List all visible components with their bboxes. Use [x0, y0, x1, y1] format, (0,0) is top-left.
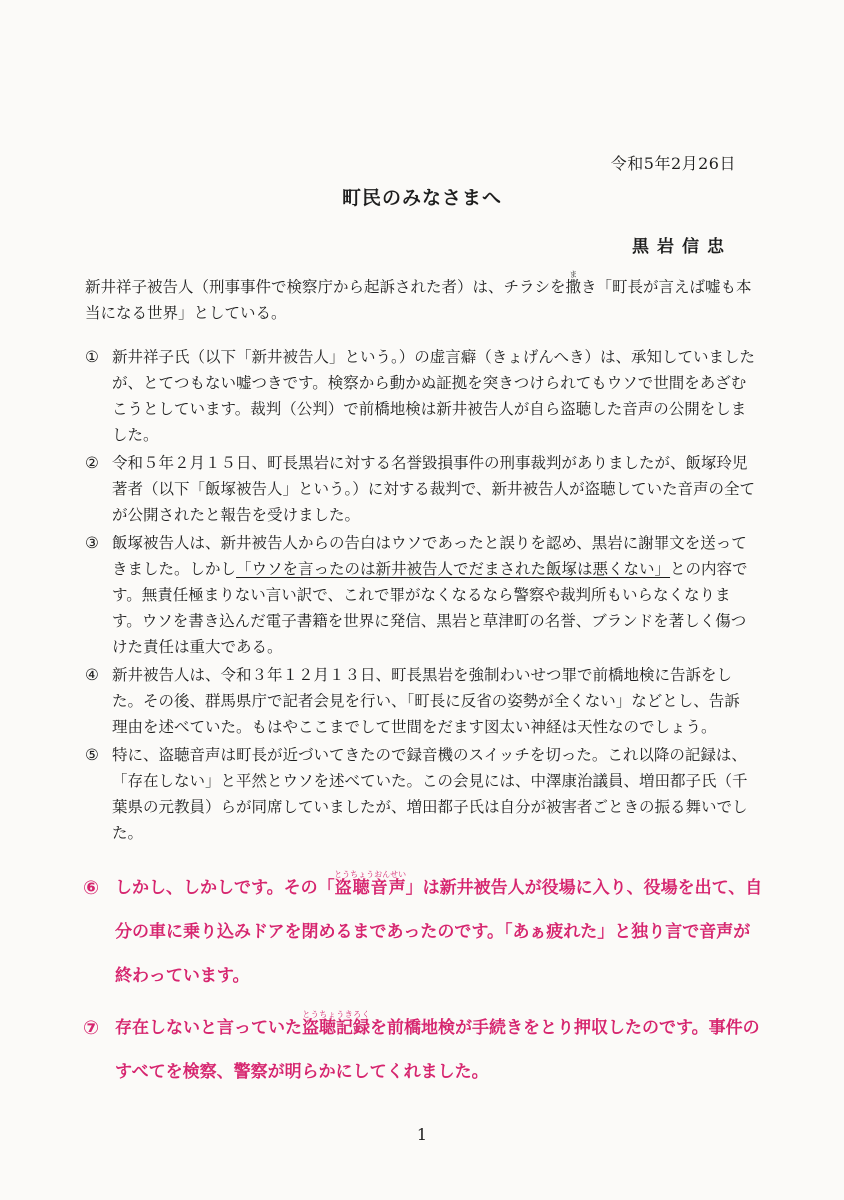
intro-ruby — [565, 270, 582, 296]
page-number: 1 — [416, 1125, 428, 1144]
list-item — [85, 344, 755, 448]
numbered-items — [85, 344, 755, 848]
item-number: ③ — [85, 534, 99, 552]
document-author: 黒岩信忠 — [632, 237, 732, 257]
list-item — [85, 662, 755, 740]
ruby-text: とうちょうおんせい — [334, 870, 407, 879]
item-number: ① — [85, 348, 99, 366]
intro-text-2: き「町長が言えば嘘も本当になる世界」としている。 — [85, 278, 752, 322]
highlight-text: を前橋地検が手続きをとり押収したのです。事件のすべてを検察、警察が明らかにしてくれました。 — [115, 1018, 760, 1082]
document-title: 町民のみなさまへ — [341, 187, 502, 209]
list-item — [85, 450, 755, 528]
document-date: 令和5年2月26日 — [610, 154, 736, 173]
item-text: 特に、盗聴音声は町長が近づいてきたので録音機のスイッチを切った。これ以降の記録は、「存在しない」と平然とウソを述べていた。この会見には、中澤康治議員、増田都子氏（千葉県の元教員）らが同席していましたが、増田都子氏は自分が被害者ごときの振る舞いでした。 — [112, 746, 748, 842]
item-number: ④ — [85, 666, 99, 684]
item-text: 飯塚被告人は、新井被告人からの告白はウソであったと誤りを認め、黒岩に謝罪文を送ってきました。しかし — [112, 534, 747, 578]
item-text: との内容です。無責任極まりない言い訳で、これで罪がなくなるなら警察や裁判所もいらなくなります。ウソを書き込んだ電子書籍を世界に発信、黒岩と草津町の名誉、ブランドを著しく傷つけた責任は重大である。 — [112, 560, 748, 656]
highlight-ruby — [302, 1010, 370, 1038]
highlight-number: ⑥ — [83, 877, 100, 899]
intro-text-1: 新井祥子被告人（刑事事件で検察庁から起訴された者）は、チラシを — [85, 278, 566, 296]
highlight-text: しかし、しかしです。その「 — [115, 878, 335, 898]
item-text: 新井祥子氏（以下「新井被告人」という。）の虚言癖（きょげんへき）は、承知していましたが、とてつもない嘘つきです。検察から動かぬ証拠を突きつけられてもウソで世間をあざむこうとしています。裁判（公判）で前橋地検は新井被告人が自ら盗聴した音声の公開をしました。 — [112, 348, 755, 444]
intro-ruby-base: 撒 — [565, 278, 582, 296]
intro-paragraph — [85, 270, 757, 326]
highlight-item — [83, 866, 763, 998]
underlined-quote: 「ウソを言ったのは新井被告人でだまされた飯塚は悪くない」 — [236, 560, 671, 578]
item-text: 新井被告人は、令和３年１２月１３日、町長黒岩を強制わいせつ罪で前橋地検に告訴をした。その後、群馬県庁で記者会見を行い、「町長に反省の姿勢が全くない」などとし、告訴理由を述べていた。もはやここまでして世間をだます図太い神経は天性なのでしょう。 — [112, 666, 740, 736]
highlight-ruby — [334, 870, 407, 898]
ruby-text: とうちょうきろく — [302, 1010, 370, 1019]
highlight-text: 存在しないと言っていた — [115, 1018, 302, 1038]
highlight-item — [83, 1006, 763, 1094]
item-number: ② — [85, 454, 99, 472]
list-item — [85, 530, 755, 660]
item-number: ⑤ — [85, 746, 99, 764]
item-text: 令和５年２月１５日、町長黒岩に対する名誉毀損事件の刑事裁判がありましたが、飯塚玲児著者（以下「飯塚被告人」という。）に対する裁判で、新井被告人が盗聴していた音声の全てが公開されたと報告を受けました。 — [112, 454, 755, 524]
list-item — [85, 742, 755, 846]
intro-ruby-text: ま — [565, 270, 582, 279]
highlight-text: 」は新井被告人が役場に入り、役場を出て、自分の車に乗り込みドアを閉めるまであったのです。「あぁ疲れた」と独り言で音声が終わっています。 — [115, 878, 763, 986]
highlighted-items — [83, 866, 763, 1094]
ruby-base: 盗聴記録 — [302, 1018, 370, 1038]
ruby-base: 盗聴音声 — [334, 878, 407, 898]
highlight-number: ⑦ — [83, 1017, 100, 1039]
